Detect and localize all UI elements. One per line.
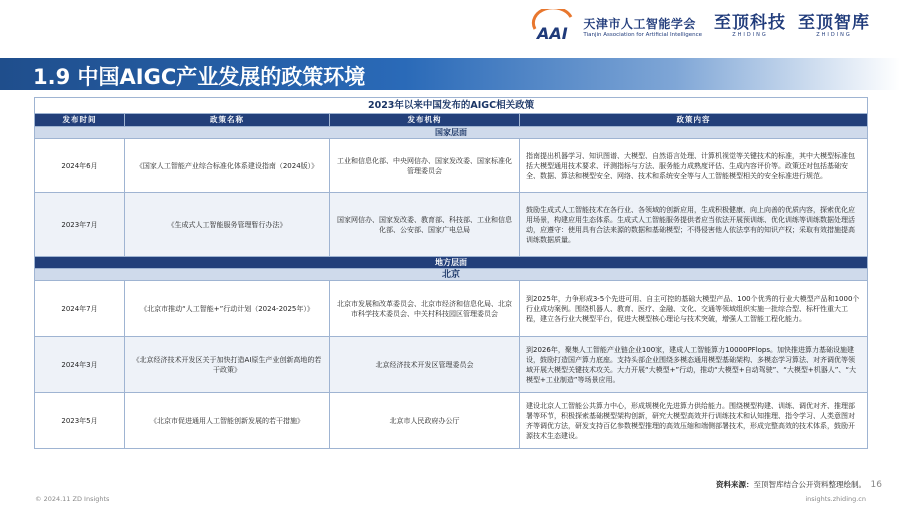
row-content: 指南提出机器学习、知识图谱、大模型、自然语言处理、计算机视觉等关键技术的标准，其中大模型标准包括大模型通用技术要求、评测指标与方法、服务能力成熟度评估、生成内容评价等。政策还对包括基础安全、数据、算法和模型安全、网络、技术和系统安全等与人工智能模型相关的安全标准进行规范。 xyxy=(520,139,868,193)
page-number: 16 xyxy=(870,480,882,490)
row-content: 到2026年，聚集人工智能产业链企业100家，建成人工智能算力10000PFlops。加快推进算力基础设施建设，鼓励打造国产算力底座。支持头部企业围绕多模态通用模型基础架构、多模态学习算法、对齐调优等领域开展大模型关键技术攻关。大力开展“大模型+”行动，推动“大模型+自动驾驶”、“大模型+机器人”、“大模型+工业制造”等场景应用。 xyxy=(520,337,868,393)
header-org: 发布机构 xyxy=(330,114,520,127)
brand2-en: ZHIDING xyxy=(816,32,852,38)
svg-text:AAI: AAI xyxy=(537,24,569,43)
brand1-name: 至顶科技 xyxy=(714,13,786,33)
row-org: 北京经济技术开发区管理委员会 xyxy=(330,337,520,393)
row-org: 工业和信息化部、中央网信办、国家发改委、国家标准化管理委员会 xyxy=(330,139,520,193)
table-row xyxy=(35,281,868,337)
row-policy-name: 《国家人工智能产业综合标准化体系建设指南（2024版）》 xyxy=(125,139,330,193)
title-banner xyxy=(0,58,900,90)
table-row xyxy=(35,393,868,449)
row-date: 2023年7月 xyxy=(35,193,125,257)
zhiding-think-tank-logo xyxy=(798,14,870,38)
row-date: 2023年5月 xyxy=(35,393,125,449)
row-date: 2024年6月 xyxy=(35,139,125,193)
brand1-en: ZHIDING xyxy=(732,32,768,38)
source-label: 资料来源： xyxy=(716,480,754,489)
row-policy-name: 《北京市推动“人工智能+”行动计划（2024-2025年）》 xyxy=(125,281,330,337)
table-header-row xyxy=(35,114,868,127)
header-logos xyxy=(531,6,870,46)
taai-logo-icon xyxy=(531,9,577,43)
website-link[interactable]: insights.zhiding.cn xyxy=(805,495,866,503)
section-beijing: 北京 xyxy=(35,269,868,281)
row-policy-name: 《生成式人工智能服务管理暂行办法》 xyxy=(125,193,330,257)
association-name-en: Tianjin Association for Artificial Intelligence xyxy=(583,31,702,38)
source-note xyxy=(716,479,866,490)
row-content: 鼓励生成式人工智能技术在各行业、各领域的创新应用，生成积极健康、向上向善的优质内容，探索优化应用场景，构建应用生态体系。生成式人工智能服务提供者应当依法开展预训练、优化训练等训练数据处理活动，应遵守：使用具有合法来源的数据和基础模型；不得侵害他人依法享有的知识产权；采取有效措施提高训练数据质量。 xyxy=(520,193,868,257)
association-name-cn: 天津市人工智能学会 xyxy=(583,16,696,31)
section-national: 国家层面 xyxy=(35,127,868,139)
table-row xyxy=(35,337,868,393)
row-date: 2024年3月 xyxy=(35,337,125,393)
section-local: 地方层面 xyxy=(35,257,868,269)
row-content: 到2025年，力争形成3-5个先进可用、自主可控的基础大模型产品、100个优秀的行业大模型产品和1000个行业成功案例。围绕机器人、教育、医疗、金融、文化、交通等领域组织实施一批综合型、标杆性重大工程，建立各行业大模型平台，促进大模型核心理论与技术突破，增强人工智能工程化能力。 xyxy=(520,281,868,337)
brand2-name: 至顶智库 xyxy=(798,13,870,33)
page-title: 1.9 中国AIGC产业发展的政策环境 xyxy=(33,65,366,89)
row-org: 北京市发展和改革委员会、北京市经济和信息化局、北京市科学技术委员会、中关村科技园区管理委员会 xyxy=(330,281,520,337)
row-org: 北京市人民政府办公厅 xyxy=(330,393,520,449)
table-row xyxy=(35,193,868,257)
header-policy-name: 政策名称 xyxy=(125,114,330,127)
header-content: 政策内容 xyxy=(520,114,868,127)
row-date: 2024年7月 xyxy=(35,281,125,337)
source-text: 至顶智库结合公开资料整理绘制。 xyxy=(753,480,866,489)
row-policy-name: 《北京市促进通用人工智能创新发展的若干措施》 xyxy=(125,393,330,449)
tianjin-ai-association-logo xyxy=(531,9,702,43)
zhiding-tech-logo xyxy=(714,14,786,38)
header-date: 发布时间 xyxy=(35,114,125,127)
table-caption: 2023年以来中国发布的AIGC相关政策 xyxy=(35,98,868,114)
table-row xyxy=(35,139,868,193)
row-content: 建设北京人工智能公共算力中心，形成规模化先进算力供给能力。围绕模型构建、训练、调优对齐、推理部署等环节，积极探索基础模型架构创新，研究大模型高效并行训练技术和认知推理、指令学习、人类意图对齐等调优方法，研发支持百亿参数模型推理的高效压缩和端侧部署技术，形成完整高效的技术体系，鼓励开源技术生态建设。 xyxy=(520,393,868,449)
copyright: © 2024.11 ZD Insights xyxy=(35,495,110,503)
row-org: 国家网信办、国家发改委、教育部、科技部、工业和信息化部、公安部、国家广电总局 xyxy=(330,193,520,257)
row-policy-name: 《北京经济技术开发区关于加快打造AI原生产业创新高地的若干政策》 xyxy=(125,337,330,393)
policy-table xyxy=(34,97,868,449)
